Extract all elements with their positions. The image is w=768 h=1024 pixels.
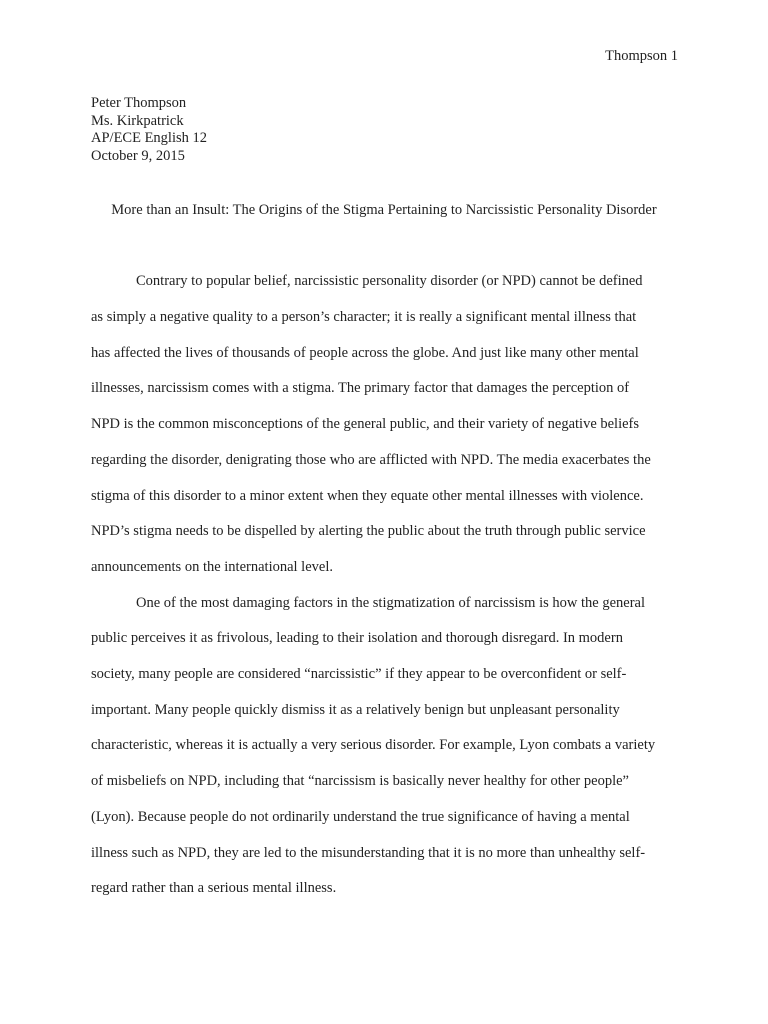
body-line: NPD’s stigma needs to be dispelled by alerting the public about the truth through public service: [91, 523, 646, 539]
essay-date: October 9, 2015: [91, 147, 185, 164]
body-line: important. Many people quickly dismiss it as a relatively benign but unpleasant personality: [91, 702, 620, 718]
mla-heading: [91, 95, 207, 165]
body-line: illness such as NPD, they are led to the misunderstanding that it is no more than unhealthy self-: [91, 845, 646, 861]
body-line: (Lyon). Because people do not ordinarily understand the true significance of having a mental: [91, 809, 630, 825]
body-line: Contrary to popular belief, narcissistic personality disorder (or NPD) cannot be defined: [136, 273, 643, 289]
body-line: announcements on the international level.: [91, 559, 333, 575]
body-line: illnesses, narcissism comes with a stigma. The primary factor that damages the perception of: [91, 380, 630, 396]
instructor-name: Ms. Kirkpatrick: [91, 112, 184, 129]
body-line: society, many people are considered “narcissistic” if they appear to be overconfident or self-: [91, 666, 627, 682]
course-name: AP/ECE English 12: [91, 130, 208, 146]
body-line: stigma of this disorder to a minor extent when they equate other mental illnesses with violence.: [91, 488, 644, 504]
running-head: Thompson 1: [605, 48, 678, 64]
body-line: of misbeliefs on NPD, including that “narcissism is basically never healthy for other people”: [91, 773, 629, 789]
body-line: One of the most damaging factors in the stigmatization of narcissism is how the general: [136, 595, 645, 611]
body-line: NPD is the common misconceptions of the general public, and their variety of negative beliefs: [91, 416, 640, 432]
body-line: regard rather than a serious mental illness.: [91, 880, 337, 896]
body-line: public perceives it as frivolous, leading to their isolation and thorough disregard. In modern: [91, 630, 623, 646]
body-line: as simply a negative quality to a person’s character; it is really a significant mental illness that: [91, 309, 637, 325]
body-line: characteristic, whereas it is actually a very serious disorder. For example, Lyon combats a variety: [91, 737, 656, 753]
body-line: regarding the disorder, denigrating those who are afflicted with NPD. The media exacerbates the: [91, 452, 651, 468]
body-line: has affected the lives of thousands of people across the globe. And just like many other mental: [91, 345, 639, 361]
author-name: Peter Thompson: [91, 95, 187, 111]
essay-title: More than an Insult: The Origins of the Stigma Pertaining to Narcissistic Personality Disorder: [111, 202, 657, 218]
